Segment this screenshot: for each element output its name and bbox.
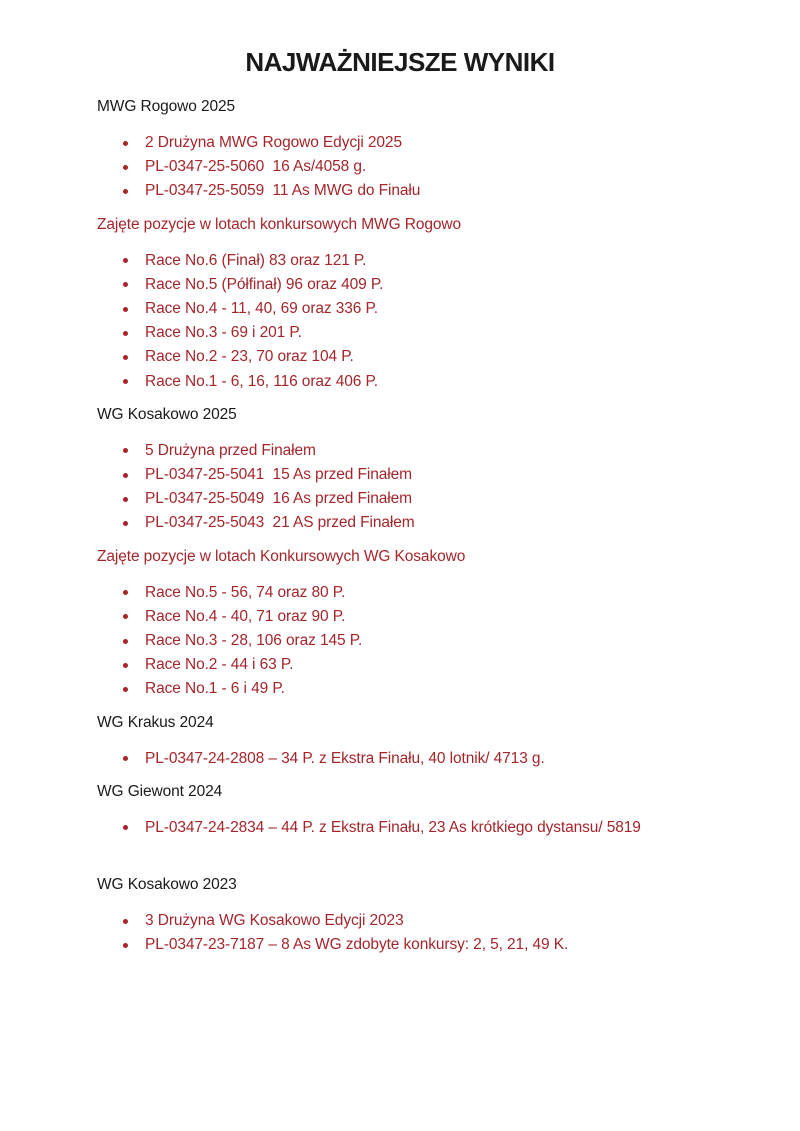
list-item-text: Race No.5 (Półfinał) 96 oraz 409 P. [145,275,384,293]
list-item-text: 3 Drużyna WG Kosakowo Edycji 2023 [145,912,404,930]
bullet-list [97,909,703,957]
bullet-dot-icon [123,756,128,761]
bullet-dot-icon [123,165,128,170]
results-section [97,780,703,840]
bullet-dot-icon [123,258,128,263]
list-item [97,345,703,369]
bullet-dot-icon [123,825,128,830]
list-item-text: Race No.4 - 11, 40, 69 oraz 336 P. [145,300,378,318]
bullet-dot-icon [123,141,128,146]
list-item-text: PL-0347-25-5043 21 AS przed Finałem [145,514,415,532]
list-item [97,321,703,345]
list-item [97,933,703,957]
bullet-dot-icon [123,189,128,194]
section-heading: WG Kosakowo 2023 [97,876,237,894]
bullet-dot-icon [123,943,128,948]
bullet-list [97,249,703,394]
section-heading: WG Kosakowo 2025 [97,405,237,423]
list-item-text: PL-0347-25-5041 15 As przed Finałem [145,466,412,484]
list-item-text: 5 Drużyna przed Finałem [145,441,316,459]
bullet-dot-icon [123,521,128,526]
list-item-text: Race No.3 - 69 i 201 P. [145,324,302,342]
list-item-text: PL-0347-24-2834 – 44 P. z Ekstra Finału, 23 As krótkiego dystansu/ 5819 [145,818,641,836]
bullet-dot-icon [123,590,128,595]
section-heading: MWG Rogowo 2025 [97,98,236,115]
results-sections [97,95,703,957]
section-heading: WG Krakus 2024 [97,713,214,731]
list-item [97,816,703,840]
list-item-text: Race No.4 - 40, 71 oraz 90 P. [145,607,346,625]
bullet-dot-icon [123,379,128,384]
list-item-text: Race No.2 - 23, 70 oraz 104 P. [145,348,354,366]
list-item [97,511,703,535]
list-item [97,273,703,297]
list-item-text: PL-0347-23-7187 – 8 As WG zdobyte konkursy: 2, 5, 21, 49 K. [145,936,569,954]
list-item [97,155,703,179]
list-item [97,629,703,653]
list-item-text: PL-0347-24-2808 – 34 P. z Ekstra Finału, 40 lotnik/ 4713 g. [145,749,545,767]
bullet-dot-icon [123,614,128,619]
list-item-text: Race No.1 - 6 i 49 P. [145,680,285,698]
list-item-text: 2 Drużyna MWG Rogowo Edycji 2025 [145,134,402,151]
list-item-text: Race No.3 - 28, 106 oraz 145 P. [145,632,363,650]
list-item [97,297,703,321]
bullet-dot-icon [123,331,128,336]
list-item [97,909,703,933]
results-section [97,711,703,771]
page-title: NAJWAŻNIEJSZE WYNIKI [245,47,555,77]
bullet-list [97,439,703,536]
list-item-text: PL-0347-25-5060 16 As/4058 g. [145,158,367,176]
results-section [97,545,703,702]
bullet-dot-icon [123,919,128,924]
list-item-text: Race No.6 (Finał) 83 oraz 121 P. [145,251,367,269]
bullet-list [97,131,703,204]
section-heading: WG Giewont 2024 [97,782,223,800]
list-item [97,439,703,463]
bullet-list [97,816,703,840]
section-heading: Zajęte pozycje w lotach Konkursowych WG Kosakowo [97,547,466,565]
list-item [97,653,703,677]
bullet-dot-icon [123,282,128,287]
bullet-dot-icon [123,448,128,453]
results-section [97,95,703,204]
list-item [97,747,703,771]
list-item-text: PL-0347-25-5049 16 As przed Finałem [145,490,412,508]
bullet-dot-icon [123,307,128,312]
results-section [97,213,703,394]
bullet-list [97,581,703,702]
list-item [97,677,703,701]
list-item [97,179,703,203]
results-section [97,873,703,957]
list-item [97,487,703,511]
results-section [97,403,703,536]
list-item [97,463,703,487]
bullet-dot-icon [123,473,128,478]
list-item-text: PL-0347-25-5059 11 As MWG do Finału [145,182,421,200]
bullet-dot-icon [123,687,128,692]
bullet-dot-icon [123,355,128,360]
list-item [97,370,703,394]
list-item [97,605,703,629]
section-heading: Zajęte pozycje w lotach konkursowych MWG Rogowo [97,215,462,233]
bullet-list [97,747,703,771]
bullet-dot-icon [123,497,128,502]
list-item [97,581,703,605]
list-item [97,249,703,273]
list-item-text: Race No.1 - 6, 16, 116 oraz 406 P. [145,372,378,390]
list-item-text: Race No.5 - 56, 74 oraz 80 P. [145,583,346,601]
bullet-dot-icon [123,663,128,668]
list-item [97,131,703,155]
bullet-dot-icon [123,639,128,644]
list-item-text: Race No.2 - 44 i 63 P. [145,656,294,674]
